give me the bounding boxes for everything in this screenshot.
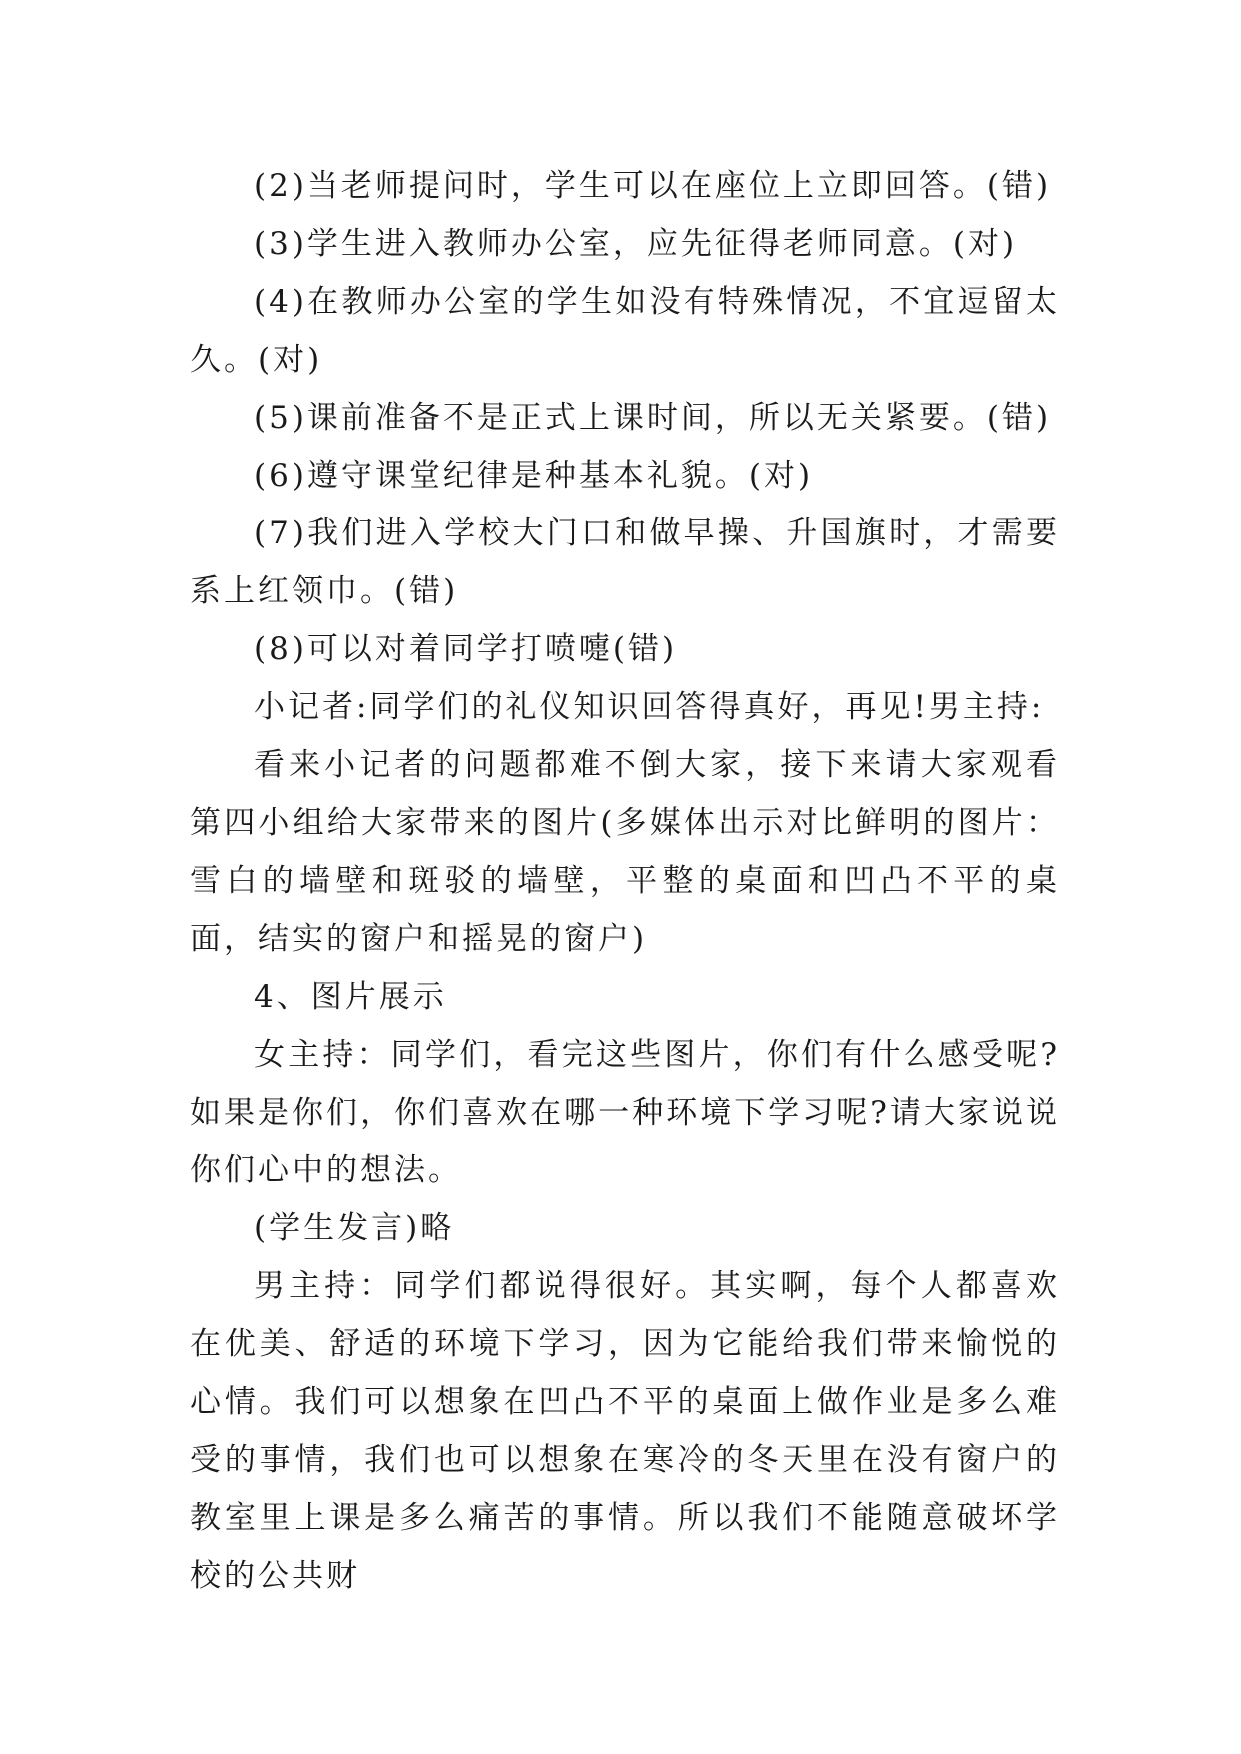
- paragraph-reporter-farewell: 小记者:同学们的礼仪知识回答得真好，再见!男主持:: [254, 689, 1045, 726]
- paragraph-question-5: (5)课前准备不是正式上课时间，所以无关紧要。(错): [254, 399, 1052, 436]
- paragraph-male-host-summary: 男主持：同学们都说得很好。其实啊，每个人都喜欢在优美、舒适的环境下学习，因为它能给我们带来愉悦的心情。我们可以想象在凹凸不平的桌面上做作业是多么难受的事情，我们也可以想象在寒冷的冬天里在没有窗户的教室里上课是多么痛苦的事情。所以我们不能随意破坏学校的公共财: [190, 1268, 1060, 1594]
- paragraph-question-3: (3)学生进入教师办公室，应先征得老师同意。(对): [254, 225, 1018, 262]
- paragraph-question-6: (6)遵守课堂纪律是种基本礼貌。(对): [254, 457, 814, 494]
- section-heading-picture-show: 4、图片展示: [254, 978, 447, 1015]
- paragraph-student-speech: (学生发言)略: [254, 1210, 455, 1247]
- paragraph-male-host-intro: 看来小记者的问题都难不倒大家，接下来请大家观看第四小组给大家带来的图片(多媒体出示对比鲜明的图片：雪白的墙壁和斑驳的墙壁，平整的桌面和凹凸不平的桌面，结实的窗户和摇晃的窗户): [190, 747, 1060, 957]
- paragraph-female-host: 女主持：同学们，看完这些图片，你们有什么感受呢?如果是你们，你们喜欢在哪一种环境下学习呢?请大家说说你们心中的想法。: [190, 1036, 1060, 1189]
- paragraph-question-8: (8)可以对着同学打喷嚏(错): [254, 631, 678, 668]
- paragraph-question-2: (2)当老师提问时，学生可以在座位上立即回答。(错): [254, 168, 1052, 204]
- document-body: [190, 158, 1060, 1606]
- paragraph-question-4: (4)在教师办公室的学生如没有特殊情况，不宜逗留太久。(对): [190, 283, 1060, 378]
- paragraph-question-7: (7)我们进入学校大门口和做早操、升国旗时，才需要系上红领巾。(错): [190, 515, 1060, 610]
